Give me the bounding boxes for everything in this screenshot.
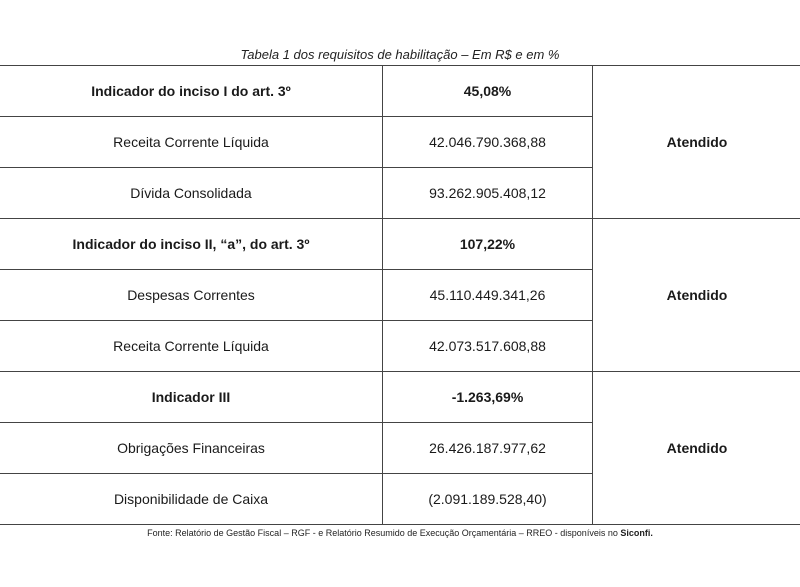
table-row xyxy=(0,372,800,423)
indicator-value: 107,22% xyxy=(383,219,593,270)
item-value: (2.091.189.528,40) xyxy=(383,474,593,525)
status-cell: Atendido xyxy=(593,372,800,525)
item-label: Despesas Correntes xyxy=(0,270,383,321)
indicator-label: Indicador do inciso II, “a”, do art. 3º xyxy=(0,219,383,270)
table-row xyxy=(0,66,800,117)
item-label: Disponibilidade de Caixa xyxy=(0,474,383,525)
item-label: Dívida Consolidada xyxy=(0,168,383,219)
table-footnote xyxy=(0,528,800,538)
item-value: 45.110.449.341,26 xyxy=(383,270,593,321)
item-value: 93.262.905.408,12 xyxy=(383,168,593,219)
footnote-text: Fonte: Relatório de Gestão Fiscal – RGF - e Relatório Resumido de Execução Orçamentária – RREO - disponíveis no xyxy=(147,528,621,538)
item-value: 26.426.187.977,62 xyxy=(383,423,593,474)
indicator-label: Indicador do inciso I do art. 3º xyxy=(0,66,383,117)
status-cell: Atendido xyxy=(593,219,800,372)
item-value: 42.073.517.608,88 xyxy=(383,321,593,372)
item-value: 42.046.790.368,88 xyxy=(383,117,593,168)
indicator-value: 45,08% xyxy=(383,66,593,117)
item-label: Receita Corrente Líquida xyxy=(0,321,383,372)
indicator-value: -1.263,69% xyxy=(383,372,593,423)
status-cell: Atendido xyxy=(593,66,800,219)
indicator-label: Indicador III xyxy=(0,372,383,423)
item-label: Obrigações Financeiras xyxy=(0,423,383,474)
item-label: Receita Corrente Líquida xyxy=(0,117,383,168)
table-caption: Tabela 1 dos requisitos de habilitação – Em R$ e em % xyxy=(240,47,560,62)
table-row xyxy=(0,219,800,270)
footnote-source: Siconfi. xyxy=(620,528,653,538)
requirements-table xyxy=(0,65,800,525)
